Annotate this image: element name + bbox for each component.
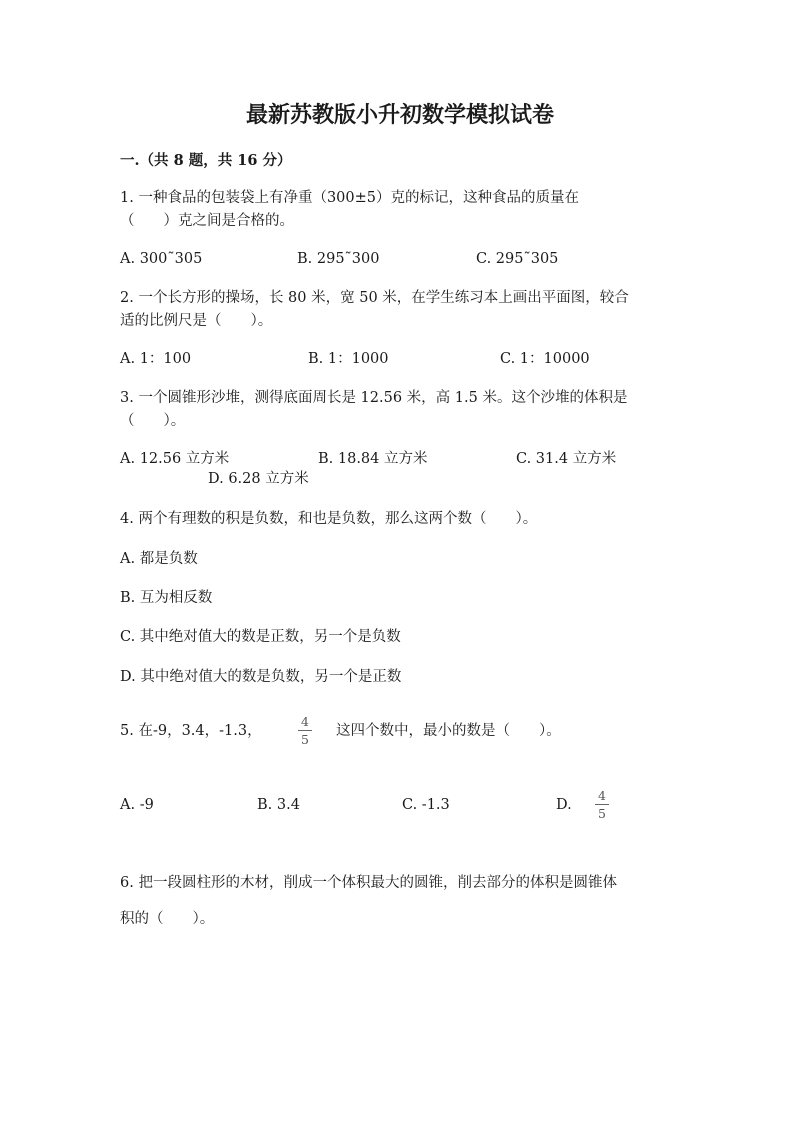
question-5-fraction (298, 715, 312, 747)
section-heading: 一.（共 8 题，共 16 分） (120, 152, 292, 169)
fraction-bar (595, 804, 609, 805)
question-5-option-a: A. -9 (120, 797, 154, 813)
question-2-line-2: 适的比例尺是（ ）。 (120, 313, 273, 329)
question-2-option-a: A. 1：100 (120, 351, 192, 367)
question-5-option-d-fraction (595, 789, 609, 821)
question-3-option-c: C. 31.4 立方米 (516, 451, 617, 467)
question-1-line-2: （ ）克之间是合格的。 (120, 213, 294, 229)
question-1-option-c: C. 295˜305 (476, 251, 559, 267)
question-4-line-1: 4. 两个有理数的积是负数，和也是负数，那么这两个数（ ）。 (120, 511, 538, 527)
fraction-denominator: 5 (301, 732, 309, 747)
page-title: 最新苏教版小升初数学模拟试卷 (245, 102, 554, 128)
question-4-option-c: C. 其中绝对值大的数是正数，另一个是负数 (120, 629, 401, 645)
question-5-prefix: 5. 在-9，3.4，-1.3， (120, 723, 262, 739)
question-4-option-d: D. 其中绝对值大的数是负数，另一个是正数 (120, 669, 402, 685)
question-6-line-1: 6. 把一段圆柱形的木材，削成一个体积最大的圆锥，削去部分的体积是圆锥体 (120, 875, 617, 891)
question-1-line-1: 1. 一种食品的包装袋上有净重（300±5）克的标记，这种食品的质量在 (120, 190, 579, 206)
question-4-option-a: A. 都是负数 (120, 551, 198, 567)
question-3-line-1: 3. 一个圆锥形沙堆，测得底面周长是 12.56 米，高 1.5 米。这个沙堆的体积是 (120, 390, 628, 406)
question-2-line-1: 2. 一个长方形的操场，长 80 米，宽 50 米，在学生练习本上画出平面图，较合 (120, 290, 629, 306)
question-2-option-b: B. 1：1000 (308, 351, 389, 367)
question-5-option-c: C. -1.3 (402, 797, 450, 813)
question-6-line-2: 积的（ ）。 (120, 911, 215, 927)
fraction-denominator: 5 (598, 806, 606, 821)
question-4-option-b: B. 互为相反数 (120, 590, 213, 606)
question-2-option-c: C. 1：10000 (500, 351, 590, 367)
question-1-option-a: A. 300˜305 (120, 251, 203, 267)
question-3-option-a: A. 12.56 立方米 (120, 451, 230, 467)
question-5-option-d: D. (556, 797, 572, 813)
fraction-numerator: 4 (598, 788, 606, 803)
question-3-option-d: D. 6.28 立方米 (208, 471, 309, 487)
question-5-suffix: 这四个数中，最小的数是（ ）。 (336, 723, 561, 739)
fraction-numerator: 4 (301, 714, 309, 729)
question-3-option-b: B. 18.84 立方米 (318, 451, 428, 467)
fraction-bar (298, 730, 312, 731)
question-5-option-b: B. 3.4 (257, 797, 300, 813)
question-3-line-2: （ ）。 (120, 413, 186, 429)
question-1-option-b: B. 295˜300 (297, 251, 380, 267)
